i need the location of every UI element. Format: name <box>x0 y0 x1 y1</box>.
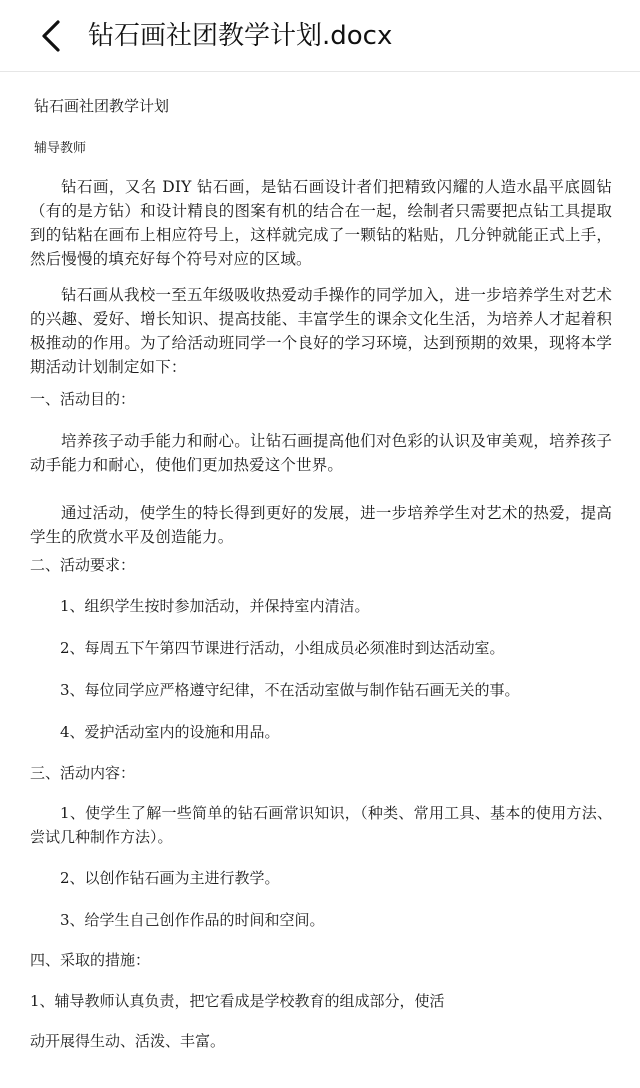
chevron-left-icon <box>30 12 74 60</box>
list-item: 4、爱护活动室内的设施和用品。 <box>60 723 280 741</box>
intro-paragraph: 钻石画，又名 DIY 钻石画，是钻石画设计者们把精致闪耀的人造水晶平底圆钻（有的是方钻）和设计精良的图案有机的结合在一起，绘制者只需要把点钻工具提取到的钻粘在画布上相应符号上，这样就完成了一颗钻的粘贴，几分钟就能正式上手，然后慢慢的填充好每个符号对应的区域。 <box>30 178 612 268</box>
list-item: 2、以创作钻石画为主进行教学。 <box>60 869 280 887</box>
file-title: 钻石画社团教学计划.docx <box>88 21 393 51</box>
text-line: 动开展得生动、活泼、丰富。 <box>30 1032 226 1050</box>
list-item: 1、组织学生按时参加活动，并保持室内清洁。 <box>60 597 370 615</box>
top-bar <box>0 0 640 72</box>
document-body <box>0 72 640 1088</box>
section-paragraph: 通过活动，使学生的特长得到更好的发展，进一步培养学生对艺术的热爱，提高学生的欣赏水平及创造能力。 <box>30 504 612 546</box>
list-item: 3、给学生自己创作作品的时间和空间。 <box>60 911 325 929</box>
document-title: 钻石画社团教学计划 <box>34 97 170 115</box>
text-line: 1、辅导教师认真负责，把它看成是学校教育的组成部分，使活 <box>30 992 445 1010</box>
author-line: 辅导教师 <box>34 141 87 156</box>
list-item: 2、每周五下午第四节课进行活动，小组成员必须准时到达活动室。 <box>60 639 505 657</box>
section-heading: 四、采取的措施： <box>30 951 151 969</box>
intro-paragraph: 钻石画从我校一至五年级吸收热爱动手操作的同学加入，进一步培养学生对艺术的兴趣、爱好、增长知识、提高技能、丰富学生的课余文化生活，为培养人才起着积极推动的作用。为了给活动班同学一个良好的学习环境，达到预期的效果，现将本学期活动计划制定如下： <box>30 286 612 376</box>
section-heading: 一、活动目的： <box>30 390 136 408</box>
section-paragraph: 培养孩子动手能力和耐心。让钻石画提高他们对色彩的认识及审美观，培养孩子动手能力和耐心，使他们更加热爱这个世界。 <box>30 432 612 474</box>
back-button[interactable] <box>30 12 74 60</box>
list-item: 1、使学生了解一些简单的钻石画常识知识，（种类、常用工具、基本的使用方法、尝试几种制作方法）。 <box>30 804 612 846</box>
list-item: 3、每位同学应严格遵守纪律，不在活动室做与制作钻石画无关的事。 <box>60 681 520 699</box>
section-heading: 三、活动内容： <box>30 764 136 782</box>
section-heading: 二、活动要求： <box>30 556 136 574</box>
